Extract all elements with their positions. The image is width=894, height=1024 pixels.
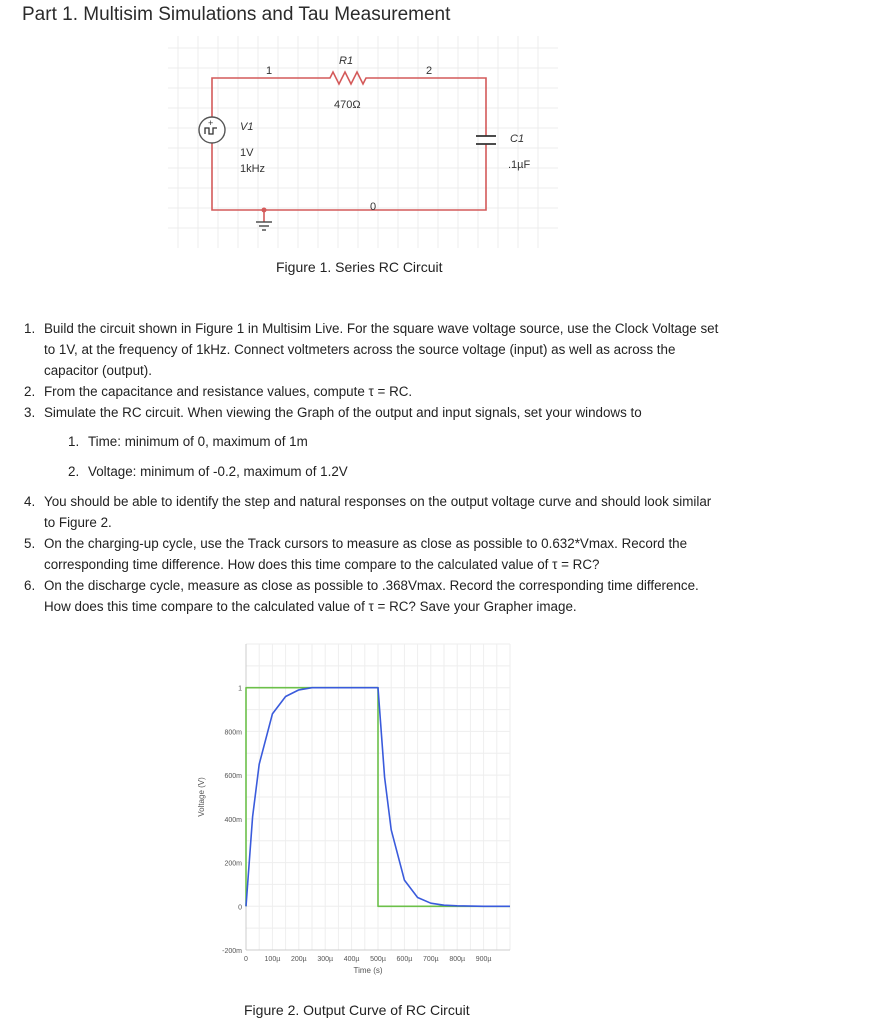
sub-list-item bbox=[44, 431, 722, 452]
node-2-label: 2 bbox=[426, 65, 433, 77]
instruction-list bbox=[22, 318, 722, 617]
v1-frequency-label: 1kHz bbox=[240, 163, 266, 175]
x-tick-label: 100µ bbox=[264, 956, 281, 963]
resistor-symbol bbox=[324, 72, 372, 84]
y-tick-label: 200m bbox=[224, 860, 242, 868]
list-item bbox=[22, 575, 722, 617]
item-text: Simulate the RC circuit. When viewing the Graph of the output and input signals, set your windows to bbox=[44, 405, 642, 420]
capacitor-symbol bbox=[476, 136, 496, 144]
x-tick-label: 500µ bbox=[370, 956, 386, 963]
item-number: 4. bbox=[24, 494, 36, 509]
item-text: Voltage: minimum of -0.2, maximum of 1.2V bbox=[88, 464, 348, 479]
list-item bbox=[22, 381, 722, 402]
clock-voltage-source-icon bbox=[199, 117, 225, 143]
y-tick-label: -200m bbox=[222, 948, 242, 955]
svg-text:+: + bbox=[208, 118, 214, 128]
grid-background bbox=[168, 36, 558, 248]
item-text: From the capacitance and resistance values, compute τ = RC. bbox=[44, 384, 413, 399]
item-text: Time: minimum of 0, maximum of 1m bbox=[88, 434, 308, 449]
x-tick-label: 300µ bbox=[317, 956, 334, 963]
y-tick-label: 400m bbox=[224, 816, 242, 824]
list-item bbox=[22, 533, 722, 575]
y-tick-label: 600m bbox=[224, 773, 242, 781]
sub-list-item bbox=[44, 461, 722, 482]
x-tick-label: 800µ bbox=[449, 956, 466, 963]
item-number: 1. bbox=[24, 321, 36, 336]
page-title: Part 1. Multisim Simulations and Tau Measurement bbox=[22, 4, 451, 25]
item-number: 5. bbox=[24, 536, 36, 551]
x-tick-label: 900µ bbox=[475, 956, 492, 963]
x-tick-label: 600µ bbox=[396, 956, 413, 963]
item-number: 6. bbox=[24, 578, 36, 593]
list-item bbox=[22, 318, 722, 381]
r1-value-label: 470Ω bbox=[334, 99, 361, 111]
item-number: 3. bbox=[24, 405, 36, 420]
node-1-label: 1 bbox=[266, 65, 273, 77]
x-tick-label: 200µ bbox=[290, 956, 307, 963]
c1-name-label: C1 bbox=[510, 133, 525, 145]
sub-list bbox=[44, 431, 722, 482]
c1-value-label: .1µF bbox=[508, 159, 531, 171]
figure2-caption: Figure 2. Output Curve of RC Circuit bbox=[244, 1002, 470, 1018]
y-axis-label: Voltage (V) bbox=[197, 777, 206, 817]
x-axis-label: Time (s) bbox=[353, 966, 383, 975]
node-0-label: 0 bbox=[370, 201, 377, 213]
r1-name-label: R1 bbox=[339, 55, 354, 67]
y-tick-label: 1 bbox=[238, 685, 242, 693]
list-item bbox=[22, 491, 722, 533]
item-text: On the charging-up cycle, use the Track cursors to measure as close as possible to 0.632*Vmax. Record the corresponding time difference. How does this time compare to the calculated value of τ = RC? bbox=[44, 536, 688, 572]
item-number: 2. bbox=[68, 464, 80, 479]
item-text: On the discharge cycle, measure as close as possible to .368Vmax. Record the corresponding time difference. How does this time compare to the calculated value of τ = RC? Save your Grapher image. bbox=[44, 578, 699, 614]
item-text: You should be able to identify the step and natural responses on the output voltage curve and should look similar to Figure 2. bbox=[44, 494, 712, 530]
item-number: 2. bbox=[24, 384, 36, 399]
y-tick-label: 0 bbox=[238, 904, 242, 912]
list-item bbox=[22, 402, 722, 482]
v1-name-label: V1 bbox=[240, 121, 254, 133]
item-text: Build the circuit shown in Figure 1 in Multisim Live. For the square wave voltage source, use the Clock Voltage set to 1V, at the frequency of 1kHz. Connect voltmeters across the source voltage (input) as well as across the capacitor (output). bbox=[44, 321, 719, 378]
y-tick-label: 800m bbox=[224, 729, 242, 737]
x-tick-label: 0 bbox=[244, 956, 248, 963]
item-number: 1. bbox=[68, 434, 80, 449]
figure1-caption: Figure 1. Series RC Circuit bbox=[276, 259, 443, 275]
output-curve-chart bbox=[190, 640, 530, 985]
x-tick-label: 700µ bbox=[422, 956, 439, 963]
v1-amplitude-label: 1V bbox=[240, 147, 254, 159]
circuit-schematic bbox=[168, 36, 558, 248]
x-tick-label: 400µ bbox=[343, 956, 360, 963]
